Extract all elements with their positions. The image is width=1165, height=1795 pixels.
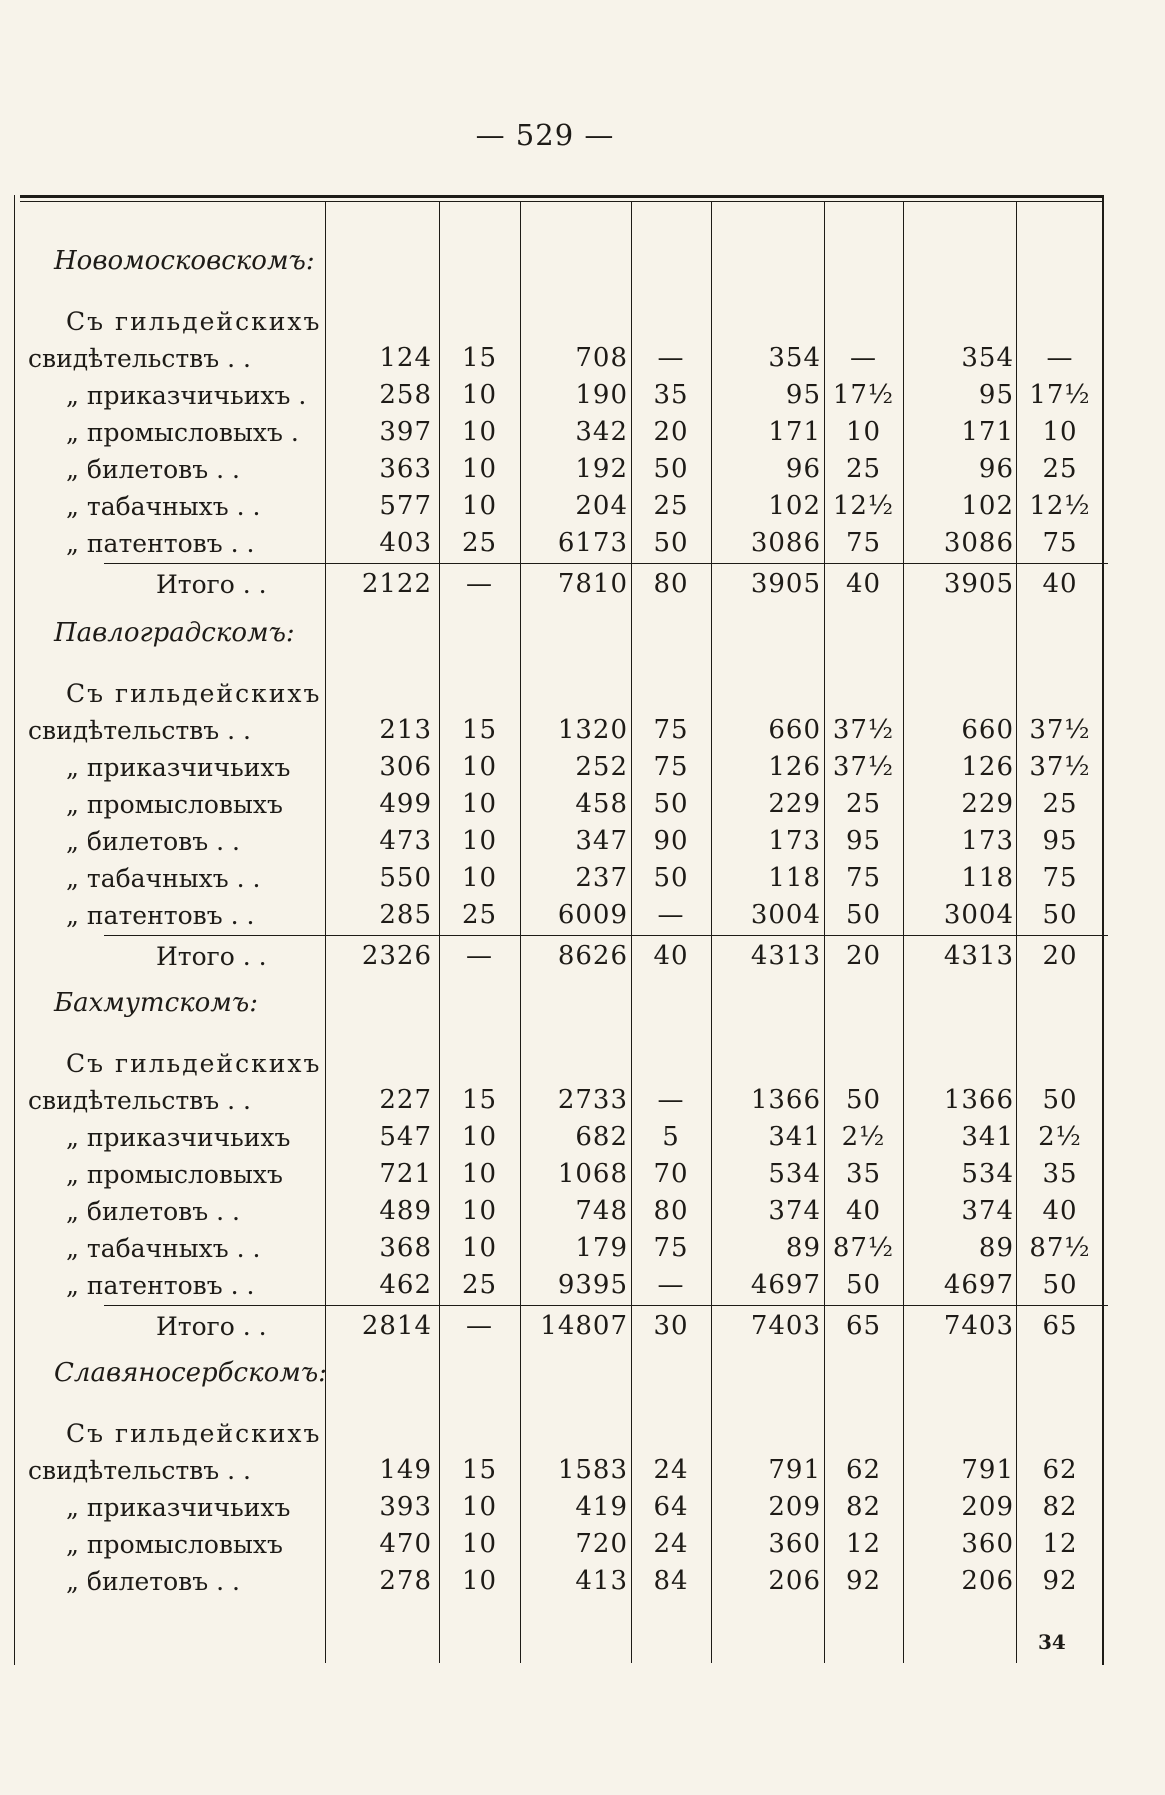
cell-c7: 102 <box>961 491 1014 521</box>
cell-c2: 15 <box>461 715 498 745</box>
cell-c5: 374 <box>768 1196 821 1226</box>
cell-c5: 660 <box>768 715 821 745</box>
cell-c4: 30 <box>653 1311 689 1341</box>
cell-c8: 62 <box>1042 1455 1078 1485</box>
cell-c2: 10 <box>461 1159 498 1189</box>
cell-c6: 95 <box>845 826 882 856</box>
row-label: свидѣтельствъ . . <box>28 1086 251 1115</box>
cell-c6: 17½ <box>832 380 895 410</box>
cell-c2: 25 <box>461 1270 498 1300</box>
cell-c2: 10 <box>461 789 498 819</box>
cell-c3: 1583 <box>557 1455 628 1485</box>
table-row <box>14 712 1104 749</box>
cell-c5: 96 <box>785 454 821 484</box>
cell-c8: 40 <box>1042 1196 1078 1226</box>
cell-c6: — <box>850 343 877 373</box>
cell-c5: 1366 <box>750 1085 821 1115</box>
cell-c3: 237 <box>575 863 628 893</box>
row-label: „ приказчичьихъ . <box>66 381 307 410</box>
cell-c8: 20 <box>1042 941 1078 971</box>
cell-c4: 40 <box>653 941 689 971</box>
cell-c2: 15 <box>461 1085 498 1115</box>
row-label: „ билетовъ . . <box>66 1567 240 1596</box>
cell-c7: 374 <box>961 1196 1014 1226</box>
district-heading: Павлоградскомъ: <box>54 618 295 648</box>
guild-line: Съ гильдейскихъ <box>66 679 322 708</box>
cell-c5: 126 <box>768 752 821 782</box>
cell-c2: 10 <box>461 1233 498 1263</box>
row-label: „ билетовъ . . <box>66 1197 240 1226</box>
row-label: „ табачныхъ . . <box>66 1234 261 1263</box>
cell-c2: 10 <box>461 417 498 447</box>
cell-c8: 65 <box>1042 1311 1078 1341</box>
cell-c3: 419 <box>575 1492 628 1522</box>
cell-c4: 35 <box>653 380 689 410</box>
cell-c2: — <box>466 1311 493 1341</box>
cell-c7: 95 <box>978 380 1014 410</box>
cell-c3: 192 <box>575 454 628 484</box>
cell-c4: 24 <box>653 1529 689 1559</box>
cell-c2: 10 <box>461 826 498 856</box>
cell-c7: 1366 <box>943 1085 1014 1115</box>
cell-c2: 25 <box>461 900 498 930</box>
cell-c1: 278 <box>379 1566 432 1596</box>
row-label: „ патентовъ . . <box>66 1271 255 1300</box>
table-row <box>14 1563 1104 1600</box>
cell-c3: 342 <box>575 417 628 447</box>
cell-c7: 118 <box>961 863 1014 893</box>
cell-c3: 1320 <box>557 715 628 745</box>
cell-c1: 577 <box>379 491 432 521</box>
cell-c1: 227 <box>379 1085 432 1115</box>
table-row <box>14 897 1104 934</box>
row-label: „ промысловыхъ <box>66 790 283 819</box>
row-label: Итого . . <box>156 942 267 971</box>
cell-c5: 534 <box>768 1159 821 1189</box>
cell-c4: — <box>657 900 685 930</box>
cell-c6: 50 <box>845 1270 882 1300</box>
table-row <box>14 488 1104 525</box>
row-label: „ приказчичьихъ <box>66 753 291 782</box>
row-label: „ табачныхъ . . <box>66 492 261 521</box>
cell-c6: 50 <box>845 1085 882 1115</box>
district-heading: Славяносербскомъ: <box>54 1358 327 1388</box>
cell-c8: 95 <box>1042 826 1078 856</box>
cell-c1: 473 <box>379 826 432 856</box>
cell-c5: 354 <box>768 343 821 373</box>
cell-c2: 10 <box>461 1196 498 1226</box>
cell-c7: 173 <box>961 826 1014 856</box>
cell-c8: 50 <box>1042 1085 1078 1115</box>
cell-c7: 209 <box>961 1492 1014 1522</box>
cell-c4: 20 <box>653 417 689 447</box>
cell-c5: 360 <box>768 1529 821 1559</box>
district-heading: Новомосковскомъ: <box>54 246 315 276</box>
cell-c7: 341 <box>961 1122 1014 1152</box>
cell-c4: 80 <box>653 1196 689 1226</box>
cell-c4: 70 <box>653 1159 689 1189</box>
cell-c1: 397 <box>379 417 432 447</box>
row-label: Итого . . <box>156 570 267 599</box>
cell-c8: 10 <box>1042 417 1078 447</box>
cell-c5: 341 <box>768 1122 821 1152</box>
top-rule-thin <box>20 201 1104 202</box>
cell-c6: 40 <box>845 569 882 599</box>
cell-c7: 96 <box>978 454 1014 484</box>
row-label: свидѣтельствъ . . <box>28 1456 251 1485</box>
cell-c6: 75 <box>845 528 882 558</box>
cell-c1: 499 <box>379 789 432 819</box>
cell-c3: 2733 <box>557 1085 628 1115</box>
table-row <box>14 1489 1104 1526</box>
cell-c4: 80 <box>653 569 689 599</box>
cell-c1: 363 <box>379 454 432 484</box>
cell-c8: 50 <box>1042 1270 1078 1300</box>
row-label: „ промысловыхъ <box>66 1530 283 1559</box>
cell-c6: 62 <box>845 1455 882 1485</box>
table-row <box>14 860 1104 897</box>
cell-c1: 550 <box>379 863 432 893</box>
cell-c5: 7403 <box>750 1311 821 1341</box>
table-row <box>14 414 1104 451</box>
table-row <box>14 1119 1104 1156</box>
cell-c8: 35 <box>1042 1159 1078 1189</box>
row-label: „ приказчичьихъ <box>66 1493 291 1522</box>
cell-c5: 3905 <box>750 569 821 599</box>
cell-c7: 534 <box>961 1159 1014 1189</box>
cell-c3: 748 <box>575 1196 628 1226</box>
cell-c8: 50 <box>1042 900 1078 930</box>
cell-c2: 10 <box>461 752 498 782</box>
cell-c1: 124 <box>379 343 432 373</box>
table-row <box>14 1267 1104 1304</box>
cell-c3: 347 <box>575 826 628 856</box>
total-rule <box>104 563 1108 564</box>
cell-c2: 25 <box>461 528 498 558</box>
cell-c5: 95 <box>785 380 821 410</box>
row-label: „ промысловыхъ . <box>66 418 299 447</box>
cell-c5: 89 <box>785 1233 821 1263</box>
total-row <box>14 938 1104 975</box>
cell-c8: 40 <box>1042 569 1078 599</box>
cell-c4: 50 <box>653 863 689 893</box>
cell-c4: 50 <box>653 454 689 484</box>
cell-c3: 14807 <box>540 1311 628 1341</box>
top-rule <box>20 195 1104 198</box>
cell-c3: 682 <box>575 1122 628 1152</box>
row-label: „ патентовъ . . <box>66 529 255 558</box>
cell-c7: 3905 <box>943 569 1014 599</box>
cell-c6: 50 <box>845 900 882 930</box>
cell-c3: 6009 <box>557 900 628 930</box>
row-label: свидѣтельствъ . . <box>28 344 251 373</box>
cell-c7: 229 <box>961 789 1014 819</box>
table-row <box>14 823 1104 860</box>
cell-c7: 171 <box>961 417 1014 447</box>
cell-c4: 25 <box>653 491 689 521</box>
cell-c8: 17½ <box>1029 380 1091 410</box>
cell-c3: 1068 <box>557 1159 628 1189</box>
table-row <box>14 1082 1104 1119</box>
cell-c2: 10 <box>461 380 498 410</box>
guild-line: Съ гильдейскихъ <box>66 1419 322 1448</box>
cell-c1: 285 <box>379 900 432 930</box>
cell-c8: 12 <box>1042 1529 1078 1559</box>
cell-c1: 213 <box>379 715 432 745</box>
cell-c1: 149 <box>379 1455 432 1485</box>
cell-c8: 37½ <box>1029 715 1091 745</box>
cell-c7: 791 <box>961 1455 1014 1485</box>
cell-c1: 368 <box>379 1233 432 1263</box>
table-row <box>14 1452 1104 1489</box>
cell-c4: 24 <box>653 1455 689 1485</box>
signature-number: 34 <box>1038 1630 1066 1654</box>
cell-c5: 4313 <box>750 941 821 971</box>
table-row <box>14 786 1104 823</box>
cell-c2: 15 <box>461 343 498 373</box>
row-label: „ приказчичьихъ <box>66 1123 291 1152</box>
cell-c6: 12½ <box>832 491 895 521</box>
row-label: „ билетовъ . . <box>66 455 240 484</box>
row-label: „ промысловыхъ <box>66 1160 283 1189</box>
cell-c2: 15 <box>461 1455 498 1485</box>
cell-c3: 204 <box>575 491 628 521</box>
cell-c5: 229 <box>768 789 821 819</box>
cell-c3: 179 <box>575 1233 628 1263</box>
cell-c5: 173 <box>768 826 821 856</box>
guild-line: Съ гильдейскихъ <box>66 307 322 336</box>
cell-c6: 2½ <box>841 1122 886 1152</box>
cell-c1: 393 <box>379 1492 432 1522</box>
cell-c7: 3004 <box>943 900 1014 930</box>
cell-c4: — <box>657 1270 685 1300</box>
cell-c2: 10 <box>461 1529 498 1559</box>
cell-c7: 4313 <box>943 941 1014 971</box>
cell-c8: — <box>1046 343 1074 373</box>
cell-c6: 40 <box>845 1196 882 1226</box>
cell-c6: 37½ <box>832 752 895 782</box>
cell-c4: 84 <box>653 1566 689 1596</box>
cell-c5: 206 <box>768 1566 821 1596</box>
table-row <box>14 340 1104 377</box>
cell-c1: 2326 <box>361 941 432 971</box>
cell-c3: 708 <box>575 343 628 373</box>
cell-c2: — <box>466 941 493 971</box>
cell-c8: 75 <box>1042 863 1078 893</box>
cell-c1: 462 <box>379 1270 432 1300</box>
cell-c5: 791 <box>768 1455 821 1485</box>
cell-c6: 75 <box>845 863 882 893</box>
cell-c4: 90 <box>653 826 689 856</box>
district-heading: Бахмутскомъ: <box>54 988 258 1018</box>
row-label: „ билетовъ . . <box>66 827 240 856</box>
cell-c6: 20 <box>845 941 882 971</box>
cell-c3: 413 <box>575 1566 628 1596</box>
table-frame <box>14 195 1104 1665</box>
table-row <box>14 1230 1104 1267</box>
table-row <box>14 1526 1104 1563</box>
cell-c4: 75 <box>653 1233 689 1263</box>
cell-c4: 5 <box>662 1122 680 1152</box>
cell-c7: 89 <box>978 1233 1014 1263</box>
row-label: Итого . . <box>156 1312 267 1341</box>
cell-c6: 37½ <box>832 715 895 745</box>
cell-c8: 25 <box>1042 454 1078 484</box>
cell-c7: 126 <box>961 752 1014 782</box>
cell-c2: 10 <box>461 1122 498 1152</box>
cell-c1: 258 <box>379 380 432 410</box>
cell-c6: 12 <box>845 1529 882 1559</box>
cell-c4: — <box>657 343 685 373</box>
cell-c8: 87½ <box>1029 1233 1091 1263</box>
cell-c8: 12½ <box>1029 491 1091 521</box>
cell-c8: 25 <box>1042 789 1078 819</box>
cell-c1: 2122 <box>361 569 432 599</box>
cell-c1: 470 <box>379 1529 432 1559</box>
cell-c7: 206 <box>961 1566 1014 1596</box>
cell-c3: 458 <box>575 789 628 819</box>
table-row <box>14 377 1104 414</box>
cell-c6: 65 <box>845 1311 882 1341</box>
total-row <box>14 566 1104 603</box>
row-label: свидѣтельствъ . . <box>28 716 251 745</box>
cell-c7: 3086 <box>943 528 1014 558</box>
cell-c6: 10 <box>845 417 882 447</box>
table-row <box>14 749 1104 786</box>
cell-c1: 721 <box>379 1159 432 1189</box>
cell-c5: 209 <box>768 1492 821 1522</box>
cell-c4: 64 <box>653 1492 689 1522</box>
cell-c6: 25 <box>845 454 882 484</box>
cell-c2: 10 <box>461 1492 498 1522</box>
cell-c2: 10 <box>461 1566 498 1596</box>
cell-c5: 118 <box>768 863 821 893</box>
guild-line: Съ гильдейскихъ <box>66 1049 322 1078</box>
cell-c8: 92 <box>1042 1566 1078 1596</box>
cell-c6: 35 <box>845 1159 882 1189</box>
cell-c4: 75 <box>653 715 689 745</box>
cell-c6: 87½ <box>832 1233 895 1263</box>
row-label: „ патентовъ . . <box>66 901 255 930</box>
cell-c4: — <box>657 1085 685 1115</box>
total-rule <box>104 1305 1108 1306</box>
row-label: „ табачныхъ . . <box>66 864 261 893</box>
cell-c8: 2½ <box>1038 1122 1082 1152</box>
cell-c6: 92 <box>845 1566 882 1596</box>
cell-c7: 7403 <box>943 1311 1014 1341</box>
table-row <box>14 1193 1104 1230</box>
cell-c5: 171 <box>768 417 821 447</box>
cell-c7: 354 <box>961 343 1014 373</box>
cell-c1: 306 <box>379 752 432 782</box>
cell-c5: 3004 <box>750 900 821 930</box>
cell-c3: 8626 <box>557 941 628 971</box>
cell-c7: 660 <box>961 715 1014 745</box>
cell-c2: — <box>466 569 493 599</box>
total-rule <box>104 935 1108 936</box>
cell-c1: 2814 <box>361 1311 432 1341</box>
cell-c3: 252 <box>575 752 628 782</box>
cell-c2: 10 <box>461 454 498 484</box>
cell-c2: 10 <box>461 491 498 521</box>
page-number: — 529 — <box>475 118 615 152</box>
cell-c5: 102 <box>768 491 821 521</box>
total-row <box>14 1308 1104 1345</box>
cell-c1: 403 <box>379 528 432 558</box>
cell-c3: 720 <box>575 1529 628 1559</box>
cell-c4: 50 <box>653 528 689 558</box>
cell-c3: 7810 <box>557 569 628 599</box>
cell-c3: 190 <box>575 380 628 410</box>
cell-c6: 25 <box>845 789 882 819</box>
cell-c3: 6173 <box>557 528 628 558</box>
table-row <box>14 451 1104 488</box>
cell-c1: 489 <box>379 1196 432 1226</box>
cell-c5: 4697 <box>750 1270 821 1300</box>
table-row <box>14 1156 1104 1193</box>
cell-c7: 360 <box>961 1529 1014 1559</box>
cell-c8: 37½ <box>1029 752 1091 782</box>
cell-c3: 9395 <box>557 1270 628 1300</box>
cell-c8: 75 <box>1042 528 1078 558</box>
cell-c1: 547 <box>379 1122 432 1152</box>
cell-c8: 82 <box>1042 1492 1078 1522</box>
cell-c7: 4697 <box>943 1270 1014 1300</box>
cell-c4: 75 <box>653 752 689 782</box>
cell-c4: 50 <box>653 789 689 819</box>
cell-c5: 3086 <box>750 528 821 558</box>
table-row <box>14 525 1104 562</box>
cell-c2: 10 <box>461 863 498 893</box>
cell-c6: 82 <box>845 1492 882 1522</box>
